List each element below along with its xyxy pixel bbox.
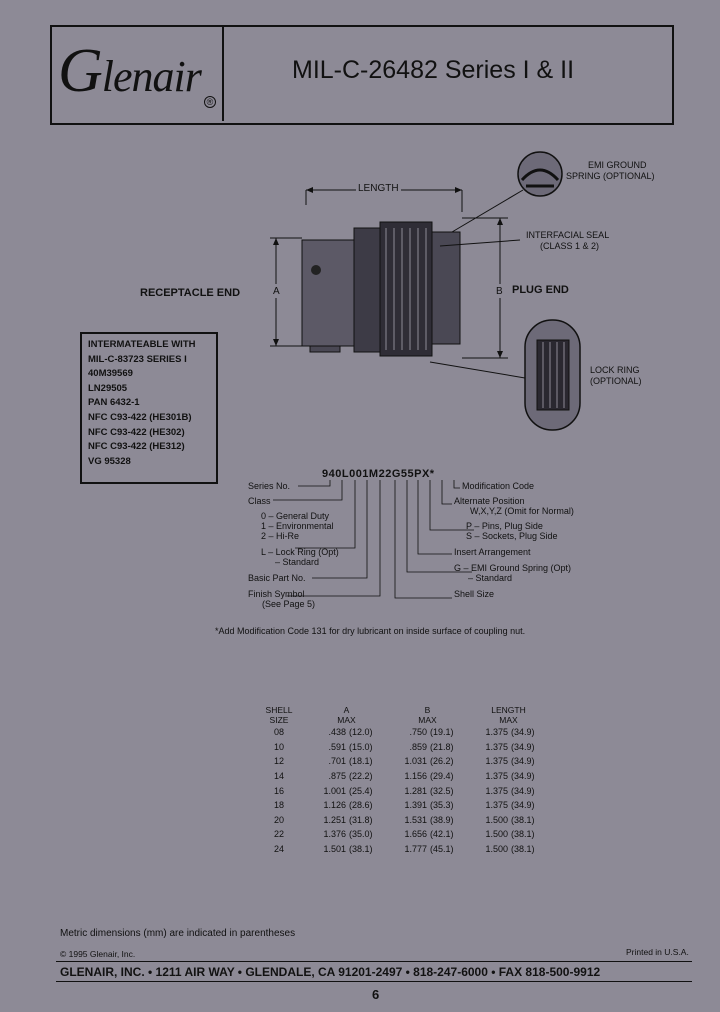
cell-a-mm: (35.0) [349, 829, 373, 840]
cell-length-inch: 1.375 [485, 785, 508, 796]
page-title: MIL-C-26482 Series I & II [292, 56, 575, 84]
cell-b-inch: 1.656 [404, 829, 427, 840]
table-row [252, 769, 549, 784]
cell-b-mm: (42.1) [430, 829, 454, 840]
copyright: © 1995 Glenair, Inc. [60, 949, 136, 959]
intermateable-item: MIL-C-83723 SERIES I [88, 353, 187, 365]
cell-shell-size: 20 [273, 814, 284, 825]
cell-length-inch: 1.500 [485, 829, 508, 840]
cell-length-inch: 1.375 [485, 727, 508, 738]
cell-length-inch: 1.375 [485, 800, 508, 811]
footer-rule-bottom [56, 981, 692, 982]
header-a: A [343, 705, 350, 715]
b-label: B [496, 286, 503, 297]
cell-length-inch: 1.375 [485, 741, 508, 752]
pn-mod-code: Modification Code [462, 481, 535, 491]
pn-finish-symbol: Finish Symbol [248, 589, 305, 599]
table-row [252, 842, 549, 857]
cell-a-mm: (22.2) [349, 771, 373, 782]
cell-length-mm: (38.1) [511, 814, 535, 825]
table-row [252, 754, 549, 769]
cell-length-mm: (34.9) [511, 771, 535, 782]
cell-b-mm: (19.1) [430, 727, 454, 738]
pn-pins: P – Pins, Plug Side [466, 521, 543, 531]
header-b-max [387, 705, 468, 725]
emi-ground-label-1: EMI GROUND [588, 160, 647, 170]
header-shell-size [252, 705, 306, 725]
header-max: MAX [418, 715, 437, 725]
a-label: A [273, 286, 280, 297]
header-length: LENGTH [491, 705, 526, 715]
cell-a-mm: (12.0) [349, 727, 373, 738]
cell-a-mm: (15.0) [349, 741, 373, 752]
pn-class: Class [248, 496, 271, 506]
cell-a-mm: (28.6) [349, 800, 373, 811]
length-label: LENGTH [358, 183, 399, 194]
pn-class-2: 2 – Hi-Re [261, 531, 300, 541]
cell-shell-size: 12 [273, 756, 284, 767]
cell-b-inch: 1.031 [404, 756, 427, 767]
intermateable-item: INTERMATEABLE WITH [88, 339, 196, 350]
cell-a-inch: .591 [328, 741, 346, 752]
table-row [252, 798, 549, 813]
logo-rest: lenair [101, 52, 201, 101]
header-a-max [306, 705, 387, 725]
seal-label-1: INTERFACIAL SEAL [526, 230, 610, 240]
cell-b-mm: (29.4) [430, 771, 454, 782]
table-row [252, 783, 549, 798]
cell-b-inch: 1.531 [404, 814, 427, 825]
cell-a-inch: 1.001 [323, 785, 346, 796]
pn-alt-position: Alternate Position [454, 496, 525, 506]
cell-shell-size: 16 [273, 785, 284, 796]
cell-length-mm: (34.9) [511, 800, 535, 811]
cell-b-inch: 1.777 [404, 844, 427, 855]
cell-a-inch: 1.126 [323, 800, 346, 811]
intermateable-item: 40M39569 [88, 368, 133, 380]
pn-insert-arrangement: Insert Arrangement [454, 547, 531, 557]
pn-class-1: 1 – Environmental [261, 521, 334, 531]
cell-b-inch: .750 [409, 727, 427, 738]
table-row [252, 725, 549, 740]
cell-a-mm: (18.1) [349, 756, 373, 767]
cell-b-mm: (45.1) [430, 844, 454, 855]
cell-a-inch: 1.251 [323, 814, 346, 825]
cell-b-mm: (26.2) [430, 756, 454, 767]
cell-length-mm: (34.9) [511, 741, 535, 752]
header-max: MAX [337, 715, 356, 725]
cell-b-mm: (38.9) [430, 814, 454, 825]
seal-label-2: (CLASS 1 & 2) [540, 241, 600, 251]
intermateable-item: VG 95328 [88, 455, 131, 467]
emi-ground-label-2: SPRING (OPTIONAL) [566, 171, 655, 181]
cell-b-inch: .859 [409, 741, 427, 752]
pn-alt-position-note: W,X,Y,Z (Omit for Normal) [470, 506, 574, 516]
cell-length-mm: (38.1) [511, 844, 535, 855]
cell-length-inch: 1.500 [485, 814, 508, 825]
lock-ring-label-1: LOCK RING [590, 365, 640, 375]
header-shell: SHELL [265, 705, 293, 715]
cell-a-inch: .875 [328, 771, 346, 782]
cell-b-mm: (21.8) [430, 741, 454, 752]
dimensions-table [252, 705, 549, 856]
cell-length-mm: (34.9) [511, 785, 535, 796]
intermateable-item: LN29505 [88, 382, 128, 394]
header-max: MAX [499, 715, 518, 725]
cell-shell-size: 14 [273, 771, 284, 782]
header-length-max [468, 705, 549, 725]
company-address: GLENAIR, INC. • 1211 AIR WAY • GLENDALE, CA 91201-2497 • 818-247-6000 • FAX 818-500-9912 [60, 965, 601, 979]
cell-b-inch: 1.281 [404, 785, 427, 796]
cell-a-inch: .438 [328, 727, 346, 738]
cell-b-mm: (32.5) [430, 785, 454, 796]
cell-a-inch: 1.376 [323, 829, 346, 840]
pn-finish-note: (See Page 5) [262, 599, 316, 609]
pn-basic-part: Basic Part No. [248, 573, 306, 583]
intermateable-item: NFC C93-422 (HE301B) [88, 411, 192, 423]
cell-b-inch: 1.156 [404, 771, 427, 782]
cell-a-mm: (25.4) [349, 785, 373, 796]
pn-standard: – Standard [468, 573, 513, 583]
cell-shell-size: 22 [273, 829, 284, 840]
cell-a-inch: .701 [328, 756, 346, 767]
pn-sockets: S – Sockets, Plug Side [466, 531, 558, 541]
registered-mark: ® [204, 96, 216, 108]
part-number-example: 940L001M22G55PX* [322, 468, 435, 480]
cell-a-mm: (31.8) [349, 814, 373, 825]
cell-b-mm: (35.3) [430, 800, 454, 811]
intermateable-item: PAN 6432-1 [88, 397, 140, 409]
header-size: SIZE [269, 715, 289, 725]
lock-ring-label-2: (OPTIONAL) [590, 376, 642, 386]
pn-lock-standard: – Standard [275, 557, 320, 567]
intermateable-item: NFC C93-422 (HE302) [88, 426, 185, 438]
cell-length-mm: (34.9) [511, 727, 535, 738]
cell-shell-size: 10 [273, 741, 284, 752]
receptacle-end-label: RECEPTACLE END [140, 287, 241, 299]
cell-length-inch: 1.500 [485, 844, 508, 855]
cell-b-inch: 1.391 [404, 800, 427, 811]
pn-class-0: 0 – General Duty [261, 511, 330, 521]
printed-in-usa: Printed in U.S.A. [626, 947, 689, 957]
page-number: 6 [372, 987, 380, 1002]
cell-length-inch: 1.375 [485, 771, 508, 782]
pn-emi-spring: G – EMI Ground Spring (Opt) [454, 563, 572, 573]
logo-initial: G [58, 37, 102, 105]
cell-shell-size: 08 [273, 727, 284, 738]
intermateable-item: NFC C93-422 (HE312) [88, 441, 185, 453]
pn-footnote: *Add Modification Code 131 for dry lubricant on inside surface of coupling nut. [215, 626, 526, 636]
plug-end-label: PLUG END [512, 284, 569, 296]
footer-rule-top [56, 961, 692, 962]
header-b: B [424, 705, 431, 715]
metric-note: Metric dimensions (mm) are indicated in parentheses [60, 928, 296, 939]
cell-shell-size: 18 [273, 800, 284, 811]
cell-a-inch: 1.501 [323, 844, 346, 855]
pn-series-no: Series No. [248, 481, 291, 491]
cell-length-inch: 1.375 [485, 756, 508, 767]
cell-length-mm: (34.9) [511, 756, 535, 767]
table-row [252, 740, 549, 755]
table-row [252, 813, 549, 828]
pn-lock-ring: L – Lock Ring (Opt) [261, 547, 339, 557]
cell-shell-size: 24 [273, 844, 284, 855]
pn-shell-size: Shell Size [454, 589, 495, 599]
table-row [252, 827, 549, 842]
cell-length-mm: (38.1) [511, 829, 535, 840]
cell-a-mm: (38.1) [349, 844, 373, 855]
